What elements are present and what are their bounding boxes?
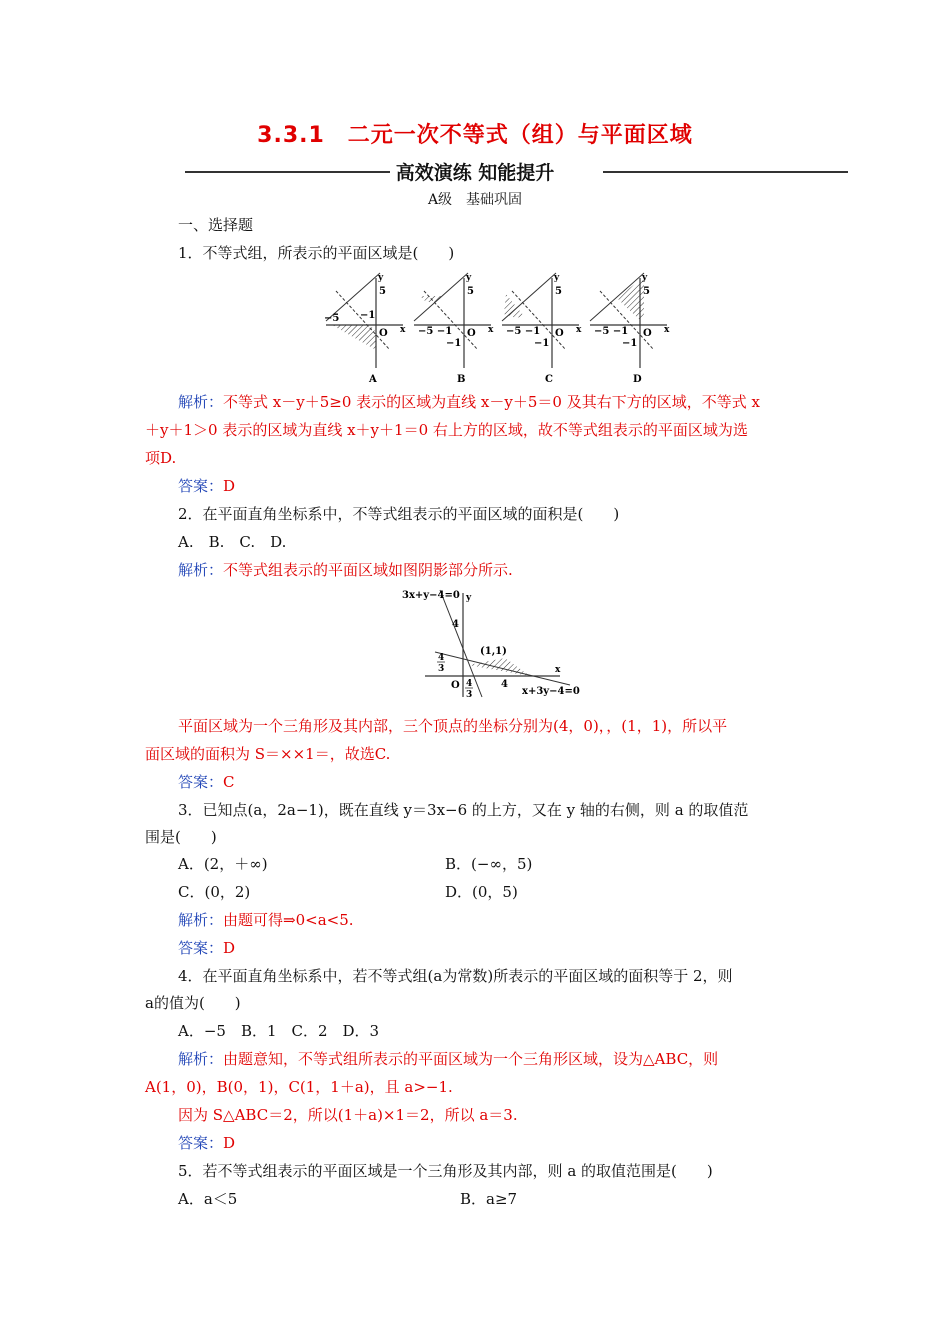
q4-analysis-3: 因为 S△ABC＝2，所以(1＋a)×1＝2，所以 a＝3. xyxy=(178,1106,518,1124)
q1-panel-c xyxy=(502,273,582,385)
q1-analysis-1: 解析：不等式 x－y＋5≥0 表示的区域为直线 x－y＋5＝0 及其右下方的区域，不等式 x xyxy=(178,393,760,411)
q1c-y: y xyxy=(554,273,560,283)
q1b-5: 5 xyxy=(467,286,474,297)
q2-conclusion-2: 面区域的面积为 S＝××1＝，故选C. xyxy=(145,745,391,763)
q1c-x: x xyxy=(576,325,582,335)
svg-text:3: 3 xyxy=(438,664,445,674)
q1b-o: O xyxy=(467,328,476,339)
q3-option-a: A．(2，＋∞) xyxy=(178,855,268,873)
section-heading: 一、选择题 xyxy=(178,216,254,234)
q2-point: (1,1) xyxy=(480,646,507,657)
level-heading: A级 基础巩固 xyxy=(427,192,523,208)
q3-answer: 答案：D xyxy=(178,939,236,957)
q1d-m5m1: −5 −1 xyxy=(594,326,629,337)
q3-option-b: B．(−∞，5) xyxy=(445,855,533,873)
q1d-m1: −1 xyxy=(622,338,638,349)
q1a-x: x xyxy=(400,325,406,335)
q1c-m5m1: −5 −1 xyxy=(506,326,541,337)
q1a-y: y xyxy=(378,273,384,283)
q5-stem: 5．若不等式组表示的平面区域是一个三角形及其内部，则 a 的取值范围是( ) xyxy=(178,1162,713,1180)
q1c-5: 5 xyxy=(555,286,562,297)
q4-stem-1: 4．在平面直角坐标系中，若不等式组(a为常数)所表示的平面区域的面积等于 2，则 xyxy=(178,967,733,985)
q1-figure-svg xyxy=(318,268,668,388)
q3-stem-1: 3．已知点(a，2a−1)，既在直线 y＝3x−6 的上方，又在 y 轴的右侧，则 a 的取值范 xyxy=(178,801,749,819)
q5-option-b: B．a≥7 xyxy=(460,1190,518,1208)
q3-option-d: D．(0，5) xyxy=(445,883,518,901)
q5-option-a: A．a＜5 xyxy=(178,1190,238,1208)
q2-conclusion-1: 平面区域为一个三角形及其内部，三个顶点的坐标分别为(4，0)，，(1，1)，所以平 xyxy=(178,717,728,735)
banner xyxy=(0,158,950,185)
q1-label-c: C xyxy=(545,374,553,385)
q1b-y: y xyxy=(466,273,472,283)
q1-label-b: B xyxy=(457,374,466,385)
q2-x: x xyxy=(555,665,561,675)
q4-analysis-2: A(1，0)，B(0，1)，C(1，1＋a)，且 a>−1. xyxy=(145,1078,453,1096)
q1b-m1: −1 xyxy=(446,338,462,349)
q1-label-d: D xyxy=(633,374,642,385)
q2-4y: 4 xyxy=(452,619,459,630)
q1d-x: x xyxy=(664,325,670,335)
q3-analysis: 解析：由题可得⇒0<a<5. xyxy=(178,911,354,929)
q2-4x: 4 xyxy=(501,679,508,690)
q1c-o: O xyxy=(555,328,564,339)
q1a-o: O xyxy=(379,328,388,339)
q1-analysis-3: 项D. xyxy=(145,449,177,467)
q1-panel-a xyxy=(324,273,406,385)
q1-stem: 1．不等式组，所表示的平面区域是( ) xyxy=(178,244,455,262)
q4-stem-2: a的值为( ) xyxy=(145,994,241,1012)
q1b-x: x xyxy=(488,325,494,335)
q1-figures xyxy=(318,268,668,392)
q1b-m5m1: −5 −1 xyxy=(418,326,453,337)
q1a-m1: −1 xyxy=(360,310,376,321)
q2-figure xyxy=(400,585,600,704)
q3-option-c: C．(0，2) xyxy=(178,883,251,901)
q1-analysis-2: ＋y＋1＞0 表示的区域为直线 x＋y＋1＝0 右上方的区域，故不等式组表示的平面区域为选 xyxy=(145,421,748,439)
q1c-m1: −1 xyxy=(534,338,550,349)
q4-analysis-1: 解析：由题意知，不等式组所表示的平面区域为一个三角形区域，设为△ABC，则 xyxy=(178,1050,719,1068)
q1a-m5: −5 xyxy=(324,313,340,324)
banner-text: 高效演练 知能提升 xyxy=(390,162,561,184)
svg-text:4: 4 xyxy=(466,679,473,689)
q1-answer: 答案：D xyxy=(178,477,236,495)
q4-options: A．−5 B．1 C．2 D．3 xyxy=(178,1022,380,1040)
q2-answer: 答案：C xyxy=(178,773,235,791)
q1a-5: 5 xyxy=(379,286,386,297)
q1d-y: y xyxy=(642,273,648,283)
q1-analysis-label: 解析： xyxy=(178,393,224,411)
q2-analysis: 解析：不等式组表示的平面区域如图阴影部分所示. xyxy=(178,561,513,579)
q4-answer: 答案：D xyxy=(178,1134,236,1152)
q2-l1: 3x+y−4=0 xyxy=(402,590,460,601)
q1-panel-b xyxy=(414,273,494,385)
q2-figure-svg xyxy=(400,585,600,700)
q2-stem: 2．在平面直角坐标系中，不等式组表示的平面区域的面积是( ) xyxy=(178,505,620,523)
q2-options: A. B. C. D. xyxy=(178,533,287,551)
q1d-o: O xyxy=(643,328,652,339)
q2-l2: x+3y−4=0 xyxy=(522,686,580,697)
svg-text:3: 3 xyxy=(466,690,473,700)
q1-label-a: A xyxy=(369,374,377,385)
svg-text:4: 4 xyxy=(438,653,445,663)
q2-y: y xyxy=(466,593,472,603)
page-title: 3.3.1 二元一次不等式（组）与平面区域 xyxy=(257,123,693,148)
q1d-5: 5 xyxy=(643,286,650,297)
q3-stem-2: 围是( ) xyxy=(145,828,217,846)
q1-panel-d xyxy=(590,273,670,385)
q2-o: O xyxy=(451,680,460,691)
